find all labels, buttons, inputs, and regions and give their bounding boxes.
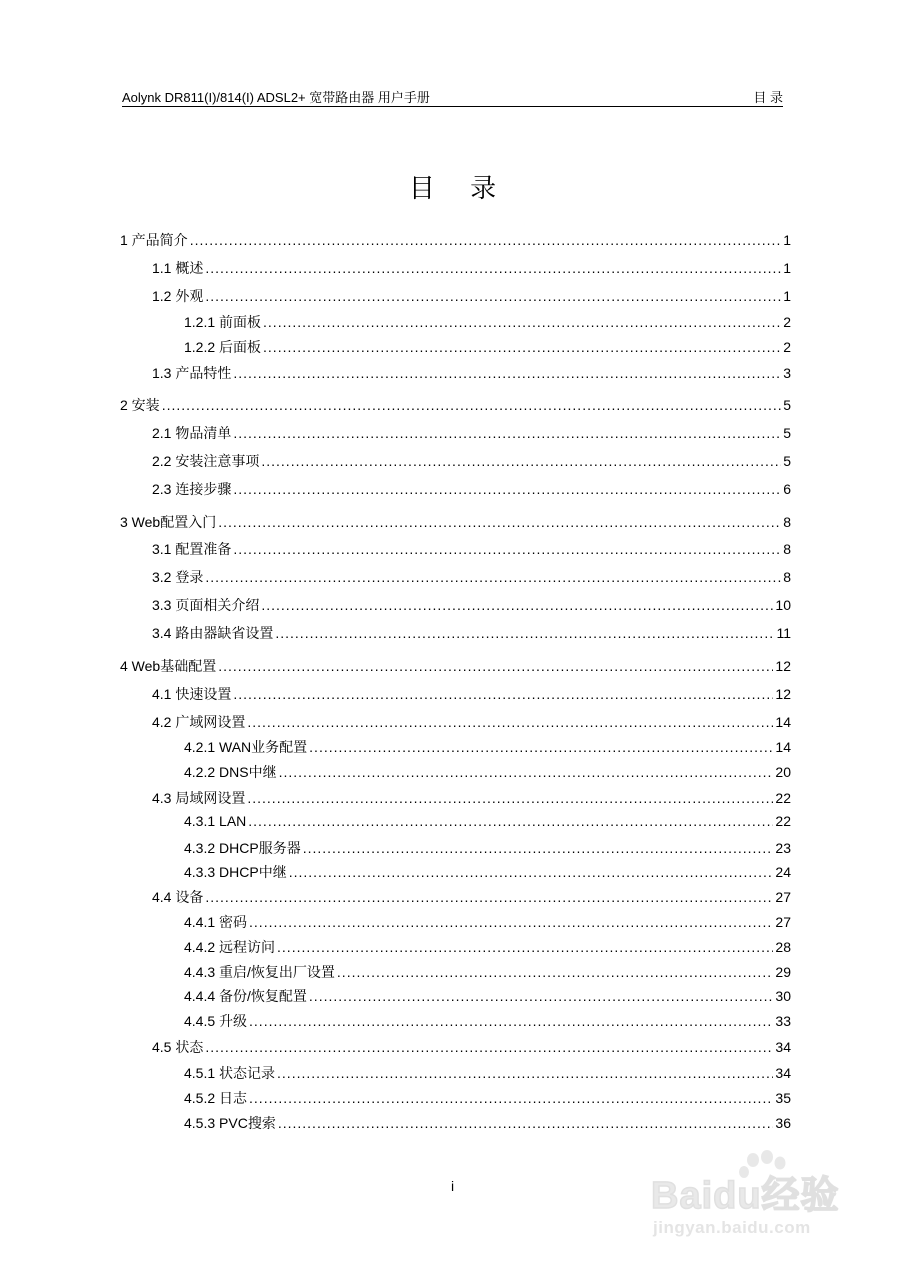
toc-entry-label: 2.2 安装注意事项 [152, 453, 260, 469]
toc-entry-label: 4.2.1 WAN业务配置 [184, 739, 308, 755]
toc-entry-label: 3.3 页面相关介绍 [152, 597, 260, 613]
toc-leader-dots [279, 764, 774, 780]
toc-leader-dots [337, 964, 774, 980]
toc-leader-dots [249, 1090, 773, 1106]
toc-entry-label: 2.3 连接步骤 [152, 481, 232, 497]
toc-entry[interactable] [120, 813, 791, 833]
toc-entry-page: 2 [783, 314, 791, 330]
toc-entry[interactable] [120, 1113, 791, 1133]
toc-entry[interactable] [120, 623, 791, 643]
toc-entry-label: 2.1 物品清单 [152, 425, 232, 441]
toc-leader-dots [278, 1115, 774, 1131]
toc-leader-dots [162, 397, 782, 413]
toc-leader-dots [261, 453, 781, 469]
toc-leader-dots [289, 864, 774, 880]
toc-leader-dots [248, 813, 773, 829]
toc-entry-label: 4.3.1 LAN [184, 813, 247, 829]
toc-entry-page: 1 [783, 232, 791, 248]
toc-entry[interactable] [120, 712, 791, 732]
toc-entry[interactable] [120, 567, 791, 587]
toc-entry[interactable] [120, 512, 791, 532]
toc-entry[interactable] [120, 312, 791, 332]
toc-leader-dots [309, 739, 773, 755]
toc-entry[interactable] [120, 395, 791, 415]
toc-leader-dots [218, 658, 773, 674]
header-rule [122, 106, 783, 107]
toc-entry[interactable] [120, 962, 791, 982]
toc-entry-label: 3.4 路由器缺省设置 [152, 625, 274, 641]
toc-entry-page: 11 [776, 625, 791, 641]
toc-entry-label: 3.1 配置准备 [152, 541, 232, 557]
toc-entry[interactable] [120, 1063, 791, 1083]
toc-entry[interactable] [120, 479, 791, 499]
toc-entry-page: 34 [775, 1065, 791, 1081]
toc-leader-dots [233, 425, 781, 441]
toc-entry-page: 6 [783, 481, 791, 497]
toc-leader-dots [303, 840, 774, 856]
toc-entry-label: 1.2.2 后面板 [184, 339, 262, 355]
toc-entry-label: 4.3 局域网设置 [152, 790, 246, 806]
toc-entry-page: 23 [775, 840, 791, 856]
toc-leader-dots [247, 714, 773, 730]
toc-entry[interactable] [120, 363, 791, 383]
toc-entry-label: 1 产品简介 [120, 232, 188, 248]
toc-entry-page: 12 [775, 658, 791, 674]
toc-entry-label: 4.4.2 远程访问 [184, 939, 276, 955]
toc-entry[interactable] [120, 656, 791, 676]
header-section-title: 目 录 [753, 90, 783, 105]
toc-leader-dots [277, 939, 773, 955]
toc-entry-page: 36 [775, 1115, 791, 1131]
toc-entry[interactable] [120, 1011, 791, 1031]
toc-leader-dots [205, 260, 781, 276]
toc-entry-label: 4.5.1 状态记录 [184, 1065, 276, 1081]
toc-leader-dots [275, 625, 774, 641]
toc-entry[interactable] [120, 230, 791, 250]
toc-entry-page: 5 [783, 453, 791, 469]
toc-entry-label: 3 Web配置入门 [120, 514, 217, 530]
toc-entry-label: 4 Web基础配置 [120, 658, 217, 674]
toc-entry[interactable] [120, 788, 791, 808]
toc-leader-dots [263, 314, 781, 330]
toc-entry[interactable] [120, 912, 791, 932]
toc-entry[interactable] [120, 286, 791, 306]
toc-entry-page: 12 [775, 686, 791, 702]
page-header [122, 86, 783, 106]
toc-entry-label: 3.2 登录 [152, 569, 204, 585]
toc-entry-label: 4.1 快速设置 [152, 686, 232, 702]
toc-entry-page: 22 [775, 790, 791, 806]
toc-entry-page: 24 [775, 864, 791, 880]
toc-entry-label: 4.3.2 DHCP服务器 [184, 840, 301, 856]
toc-entry-label: 4.5.2 日志 [184, 1090, 248, 1106]
toc-entry[interactable] [120, 862, 791, 882]
toc-entry-page: 8 [783, 514, 791, 530]
toc-entry-page: 10 [775, 597, 791, 613]
baidu-watermark [643, 1150, 853, 1250]
toc-leader-dots [233, 541, 781, 557]
toc-entry-page: 1 [783, 260, 791, 276]
toc-entry-page: 8 [783, 541, 791, 557]
toc-leader-dots [309, 988, 774, 1004]
toc-entry-label: 4.4.4 备份/恢复配置 [184, 988, 307, 1004]
toc-entry-page: 35 [775, 1090, 791, 1106]
toc-entry[interactable] [120, 337, 791, 357]
toc-entry-label: 1.2.1 前面板 [184, 314, 262, 330]
toc-leader-dots [249, 1013, 773, 1029]
toc-entry[interactable] [120, 1088, 791, 1108]
toc-leader-dots [205, 288, 781, 304]
toc-leader-dots [233, 365, 781, 381]
toc-entry[interactable] [120, 595, 791, 615]
watermark-url: jingyan.baidu.com [653, 1218, 811, 1237]
toc-entry-page: 27 [775, 889, 791, 905]
toc-entry-page: 5 [783, 425, 791, 441]
toc-entry-label: 4.4.3 重启/恢复出厂设置 [184, 964, 335, 980]
page-title: 目 录 [408, 173, 511, 203]
toc-entry-page: 33 [775, 1013, 791, 1029]
toc-entry[interactable] [120, 986, 791, 1006]
toc-entry-label: 4.5 状态 [152, 1039, 204, 1055]
toc-entry-page: 14 [775, 739, 791, 755]
toc-entry-label: 4.2 广域网设置 [152, 714, 246, 730]
toc-entry[interactable] [120, 762, 791, 782]
toc-leader-dots [261, 597, 773, 613]
toc-leader-dots [190, 232, 782, 248]
toc-leader-dots [218, 514, 781, 530]
toc-leader-dots [247, 790, 773, 806]
toc-entry[interactable] [120, 258, 791, 278]
toc-entry-label: 4.4 设备 [152, 889, 204, 905]
watermark-logo-text: Baidu经验 [651, 1175, 840, 1217]
toc-leader-dots [277, 1065, 773, 1081]
toc-entry-label: 4.5.3 PVC搜索 [184, 1115, 276, 1131]
toc-entry-page: 29 [775, 964, 791, 980]
toc-leader-dots [205, 889, 773, 905]
toc-entry-label: 1.3 产品特性 [152, 365, 232, 381]
toc-entry-page: 20 [775, 764, 791, 780]
toc-leader-dots [233, 481, 781, 497]
toc-leader-dots [233, 686, 773, 702]
header-doc-title: Aolynk DR811(I)/814(I) ADSL2+ 宽带路由器 用户手册 [122, 90, 430, 105]
toc-entry[interactable] [120, 451, 791, 471]
toc-entry[interactable] [120, 838, 791, 858]
toc-entry[interactable] [120, 737, 791, 757]
toc-entry[interactable] [120, 937, 791, 957]
toc-entry-label: 4.2.2 DNS中继 [184, 764, 277, 780]
toc-leader-dots [205, 569, 781, 585]
toc-entry-label: 1.2 外观 [152, 288, 204, 304]
toc-entry-page: 2 [783, 339, 791, 355]
toc-entry-page: 5 [783, 397, 791, 413]
toc-leader-dots [205, 1039, 773, 1055]
toc-entry[interactable] [120, 423, 791, 443]
toc-entry-label: 1.1 概述 [152, 260, 204, 276]
toc-entry-label: 4.3.3 DHCP中继 [184, 864, 287, 880]
toc-entry-label: 2 安装 [120, 397, 160, 413]
toc-entry-page: 22 [775, 813, 791, 829]
toc-entry[interactable] [120, 539, 791, 559]
toc-entry[interactable] [120, 1037, 791, 1057]
toc-leader-dots [249, 914, 773, 930]
toc-leader-dots [263, 339, 781, 355]
toc-entry-label: 4.4.5 升级 [184, 1013, 248, 1029]
toc-entry-page: 28 [775, 939, 791, 955]
toc-entry-page: 27 [775, 914, 791, 930]
toc-entry-page: 34 [775, 1039, 791, 1055]
toc-entry-page: 8 [783, 569, 791, 585]
toc-entry-page: 3 [783, 365, 791, 381]
toc-entry-page: 14 [775, 714, 791, 730]
page-number: i [450, 1178, 455, 1194]
toc-entry[interactable] [120, 684, 791, 704]
toc-entry-page: 1 [783, 288, 791, 304]
toc-entry[interactable] [120, 887, 791, 907]
toc-entry-page: 30 [775, 988, 791, 1004]
toc-entry-label: 4.4.1 密码 [184, 914, 248, 930]
